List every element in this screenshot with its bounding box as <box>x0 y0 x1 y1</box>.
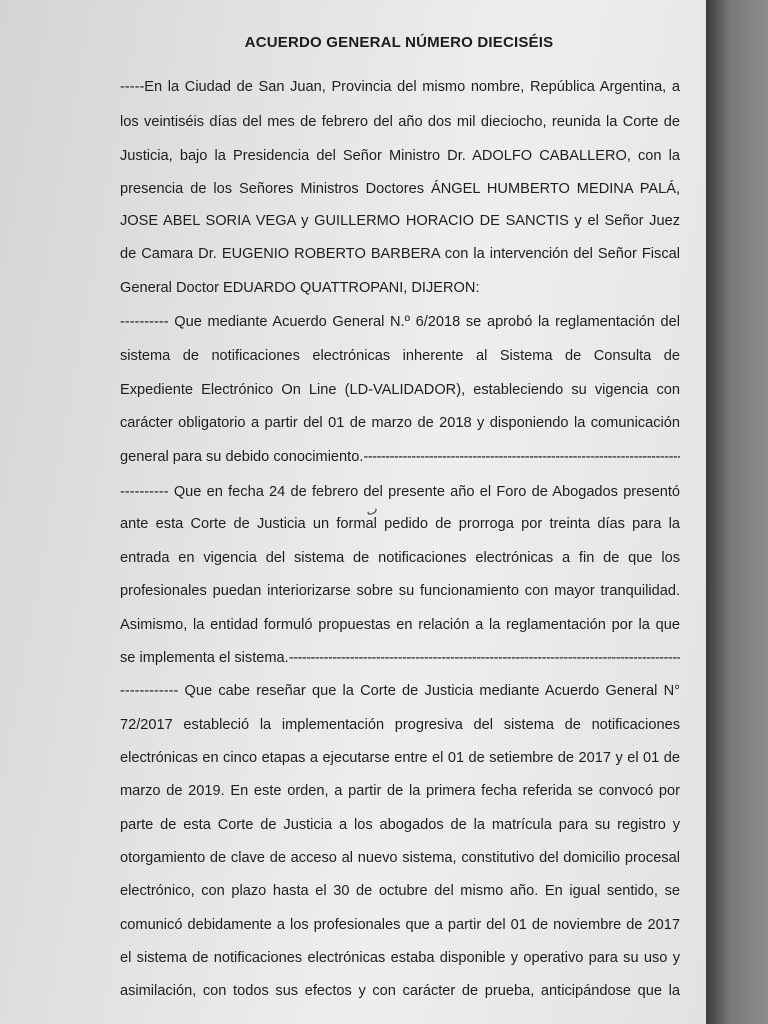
text-line: otorgamiento de clave de acceso al nuevo sistema, constitutivo del domicilio procesal <box>120 850 680 866</box>
text-line: los veintiséis días del mes de febrero del año dos mil dieciocho, reunida la Corte de <box>120 114 680 130</box>
pen-mark-icon: ٮ <box>363 501 380 519</box>
text-line: carácter obligatorio a partir del 01 de marzo de 2018 y disponiendo la comunicación <box>120 415 680 431</box>
document-title: ACUERDO GENERAL NÚMERO DIECISÉIS <box>244 34 554 51</box>
text-line: 72/2017 estableció la implementación progresiva del sistema de notificaciones <box>120 717 680 733</box>
text-line: Asimismo, la entidad formuló propuestas en relación a la reglamentación por la que <box>120 617 680 633</box>
text-line: electrónicas en cinco etapas a ejecutarse entre el 01 de setiembre de 2017 y el 01 de <box>120 750 680 766</box>
text-line: -----En la Ciudad de San Juan, Provincia del mismo nombre, República Argentina, a <box>120 79 680 95</box>
text-line: Expediente Electrónico On Line (LD-VALIDADOR), estableciendo su vigencia con <box>120 382 680 398</box>
text-line: comunicó debidamente a los profesionales que a partir del 01 de noviembre de 2017 <box>120 917 680 933</box>
text-line: marzo de 2019. En este orden, a partir de la primera fecha referida se convocó por <box>120 783 680 799</box>
text-line: se implementa el sistema. ----- <box>120 647 680 669</box>
text-line: Justicia, bajo la Presidencia del Señor Ministro Dr. ADOLFO CABALLERO, con la <box>120 148 680 164</box>
text-line: JOSE ABEL SORIA VEGA y GUILLERMO HORACIO DE SANCTIS y el Señor Juez <box>120 213 680 229</box>
text-line: General Doctor EDUARDO QUATTROPANI, DIJERON: <box>120 280 480 296</box>
text-line: de Camara Dr. EUGENIO ROBERTO BARBERA con la intervención del Señor Fiscal <box>120 246 680 262</box>
text-line: profesionales puedan interiorizarse sobre su funcionamiento con mayor tranquilidad. <box>120 583 680 599</box>
text-line: sistema de notificaciones electrónicas inherente al Sistema de Consulta de <box>120 348 680 364</box>
text-line: ------------ Que cabe reseñar que la Corte de Justicia mediante Acuerdo General N° <box>120 683 680 699</box>
text-line: parte de esta Corte de Justicia a los abogados de la matrícula para su registro y <box>120 817 680 833</box>
text-line: presencia de los Señores Ministros Doctores ÁNGEL HUMBERTO MEDINA PALÁ, <box>120 181 680 197</box>
text-line: asimilación, con todos sus efectos y con carácter de prueba, anticipándose que la <box>120 983 680 999</box>
text-line: electrónico, con plazo hasta el 30 de octubre del mismo año. En igual sentido, se <box>120 883 680 899</box>
text-line: ---------- Que en fecha 24 de febrero del presente año el Foro de Abogados presentó <box>120 484 680 500</box>
text-line: el sistema de notificaciones electrónicas estaba disponible y operativo para su uso y <box>120 950 680 966</box>
text-line: ---------- Que mediante Acuerdo General N.º 6/2018 se aprobó la reglamentación del <box>120 314 680 330</box>
text-line: entrada en vigencia del sistema de notificaciones electrónicas a fin de que los <box>120 550 680 566</box>
page-edge-shadow <box>706 0 768 1024</box>
text-line: general para su debido conocimiento. ----- <box>120 446 680 468</box>
text-line: ante esta Corte de Justicia un formal pedido de prorroga por treinta días para la <box>120 516 680 532</box>
